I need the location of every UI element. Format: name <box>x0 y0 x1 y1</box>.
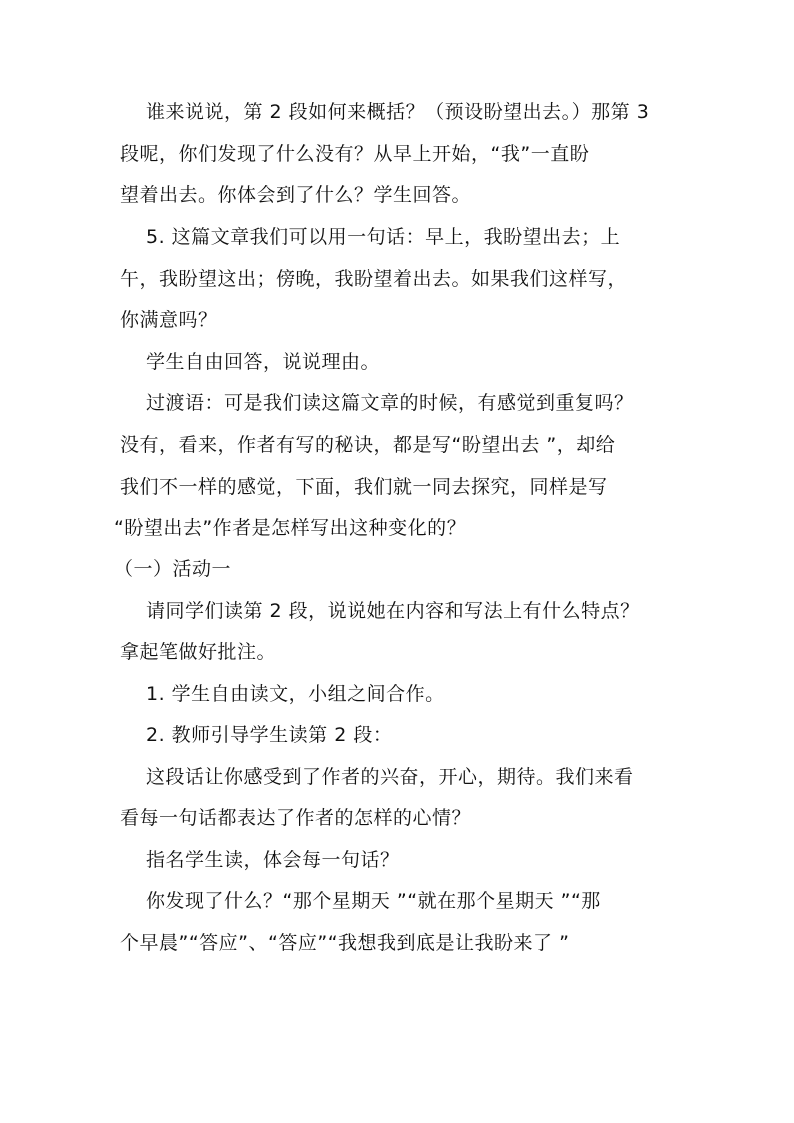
paragraph-line: 段呢，你们发现了什么没有？从早上开始，“我”一直盼 <box>120 143 590 165</box>
list-item-2: 2. 教师引导学生读第 2 段： <box>146 724 393 746</box>
paragraph-line: 我们不一样的感觉，下面，我们就一同去探究，同样是写 <box>120 476 608 498</box>
section-heading: （一）活动一 <box>114 558 232 580</box>
paragraph-line: 看每一句话都表达了作者的怎样的心情？ <box>120 807 472 829</box>
list-item-5: 5. 这篇文章我们可以用一句话：早上，我盼望出去；上 <box>146 226 621 248</box>
list-item-1: 1. 学生自由读文，小组之间合作。 <box>146 683 445 705</box>
paragraph-line: 午，我盼望这出；傍晚，我盼望着出去。如果我们这样写， <box>120 268 628 290</box>
paragraph-line: 学生自由回答，说说理由。 <box>146 351 381 373</box>
paragraph-line: 望着出去。你体会到了什么？学生回答。 <box>120 184 472 206</box>
paragraph-line: 请同学们读第 2 段，说说她在内容和写法上有什么特点？ <box>146 600 640 622</box>
paragraph-line: 没有，看来，作者有写的秘诀，都是写“盼望出去 ”，却给 <box>120 434 616 456</box>
paragraph-line: 拿起笔做好批注。 <box>120 641 277 663</box>
paragraph-line: 你发现了什么？“那个星期天 ”“就在那个星期天 ”“那 <box>146 890 601 912</box>
paragraph-line: 你满意吗？ <box>120 309 218 331</box>
paragraph-line: “盼望出去”作者是怎样写出这种变化的？ <box>114 517 467 539</box>
paragraph-line: 个早晨”“答应”、“答应”“我想我到底是让我盼来了 ” <box>120 932 570 954</box>
paragraph-line: 过渡语：可是我们读这篇文章的时候，有感觉到重复吗？ <box>146 392 634 414</box>
paragraph-line: 指名学生读，体会每一句话？ <box>146 849 400 871</box>
paragraph-line: 谁来说说，第 2 段如何来概括？（预设盼望出去。）那第 3 <box>146 101 650 123</box>
paragraph-line: 这段话让你感受到了作者的兴奋，开心，期待。我们来看 <box>146 766 634 788</box>
